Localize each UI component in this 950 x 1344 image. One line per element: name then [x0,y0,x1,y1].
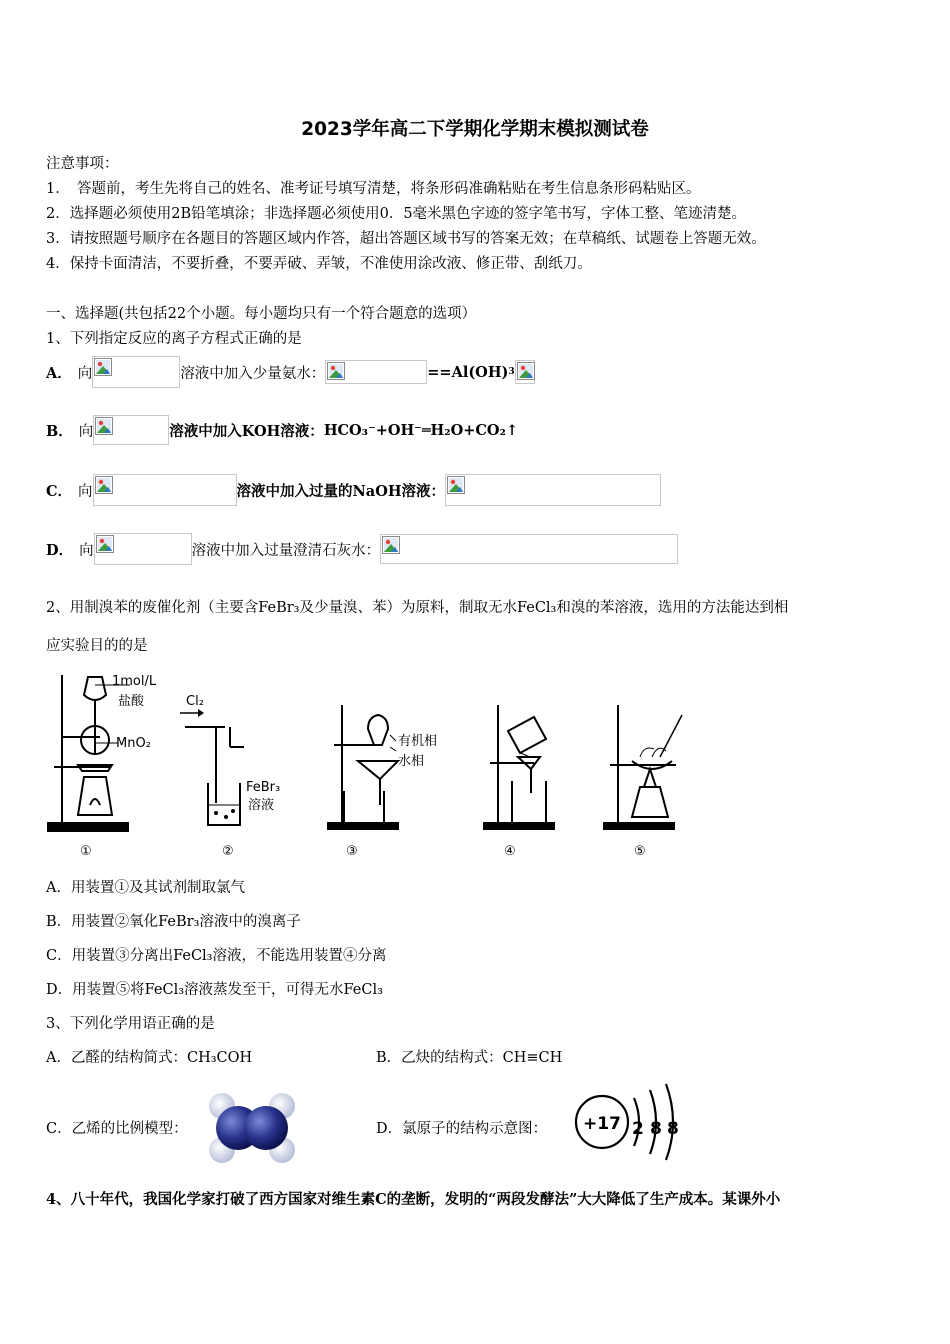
fig-label-aqueous-phase: 水相 [398,754,425,769]
apparatus-5 [604,705,682,829]
apparatus-3 [328,705,398,829]
question-3-option-d: D．氯原子的结构示意图： [376,1121,548,1137]
question-2-option-a: A．用装置①及其试剂制取氯气 [46,880,245,896]
electron-shell-2: 8 [650,1119,662,1139]
broken-image-placeholder [380,534,678,564]
broken-image-placeholder [325,360,427,384]
question-1-option-a: A． 向 溶液中加入少量氨水： ==Al(OH) 3 [46,356,535,388]
question-2-option-c: C．用装置③分离出FeCl₃溶液，不能选用装置④分离 [46,948,387,964]
fig-label-organic-phase: 有机相 [398,734,438,749]
question-1-option-d: D． 向 溶液中加入过量澄清石灰水： [46,533,678,565]
question-3-option-c: C．乙烯的比例模型： [46,1121,188,1137]
broken-image-icon [382,536,400,554]
fig-label-febr3-solution: 溶液 [248,798,275,813]
fig-label-mno2: MnO₂ [116,736,151,751]
question-1-option-c: C． 向 溶液中加入过量的NaOH溶液： [46,474,661,506]
notice-heading: 注意事项： [46,156,119,172]
question-2-option-b: B．用装置②氧化FeBr₃溶液中的溴离子 [46,914,301,930]
question-4-stem: 4、八十年代，我国化学家打破了西方国家对维生素C的垄断，发明的“两段发酵法”大大降低了生产成本。某课外小 [46,1191,781,1208]
page-title: 2023学年高二下学期化学期末模拟测试卷 [301,119,649,140]
question-3-option-a: A．乙醛的结构简式：CH₃COH [46,1050,253,1066]
atom-nucleus-charge: +17 [583,1114,621,1134]
broken-image-icon [95,417,113,435]
broken-image-icon [94,358,112,376]
broken-image-icon [95,476,113,494]
question-2-option-d: D．用装置⑤将FeCl₃溶液蒸发至干，可得无水FeCl₃ [46,982,383,998]
fig-label-febr3: FeBr₃ [246,780,281,795]
notice-item-1: 1． 答题前，考生先将自己的姓名、准考证号填写清楚，将条形码准确粘贴在考生信息条形码粘贴区。 [46,181,701,197]
question-2-stem-line-1: 2、用制溴苯的废催化剂（主要含FeBr₃及少量溴、苯）为原料，制取无水FeCl₃和溴的苯溶液，选用的方法能达到相 [46,600,789,616]
question-1-option-b: B． 向 溶液中加入KOH溶液： HCO₃⁻+OH⁻═H₂O+CO₂↑ [46,415,518,445]
electron-shell-3: 8 [667,1119,679,1139]
broken-image-icon [96,535,114,553]
apparatus-2 [180,709,244,825]
broken-image-icon [327,362,345,380]
broken-image-placeholder [92,356,180,388]
chlorine-atom-structure-diagram [570,1082,686,1168]
electron-shell-1: 2 [632,1119,644,1139]
notice-item-4: 4．保持卡面清洁，不要折叠，不要弄破、弄皱，不准使用涂改液、修正带、刮纸刀。 [46,256,592,272]
apparatus-4 [484,705,554,829]
question-3-option-b: B．乙炔的结构式：CH≡CH [376,1050,563,1066]
broken-image-placeholder [93,474,237,506]
section-heading: 一、选择题(共包括22个小题。每小题均只有一个符合题意的选项） [46,306,477,322]
fig-number-5: ⑤ [634,844,646,859]
fig-number-1: ① [80,844,92,859]
notice-item-2: 2．选择题必须使用2B铅笔填涂；非选择题必须使用0．5毫米黑色字迹的签字笔书写，字体工整、笔迹清楚。 [46,206,747,222]
apparatus-figure [40,665,700,865]
fig-number-2: ② [222,844,234,859]
broken-image-placeholder [445,474,661,506]
fig-number-4: ④ [504,844,516,859]
fig-number-3: ③ [346,844,358,859]
fig-label-cl2: Cl₂ [186,694,204,709]
fig-label-hcl: 盐酸 [118,694,145,709]
broken-image-placeholder [93,415,169,445]
broken-image-placeholder [515,360,535,384]
question-1-stem: 1、下列指定反应的离子方程式正确的是 [46,331,302,347]
notice-item-3: 3．请按照题号顺序在各题目的答题区域内作答，超出答题区域书写的答案无效；在草稿纸、试题卷上答题无效。 [46,231,766,247]
broken-image-icon [517,362,535,380]
question-2-stem-line-2: 应实验目的的是 [46,638,148,654]
broken-image-icon [447,476,465,494]
broken-image-placeholder [94,533,192,565]
ethylene-space-filling-model [206,1090,298,1166]
fig-label-hcl-conc: 1mol/L [112,674,157,689]
question-3-stem: 3、下列化学用语正确的是 [46,1016,215,1032]
